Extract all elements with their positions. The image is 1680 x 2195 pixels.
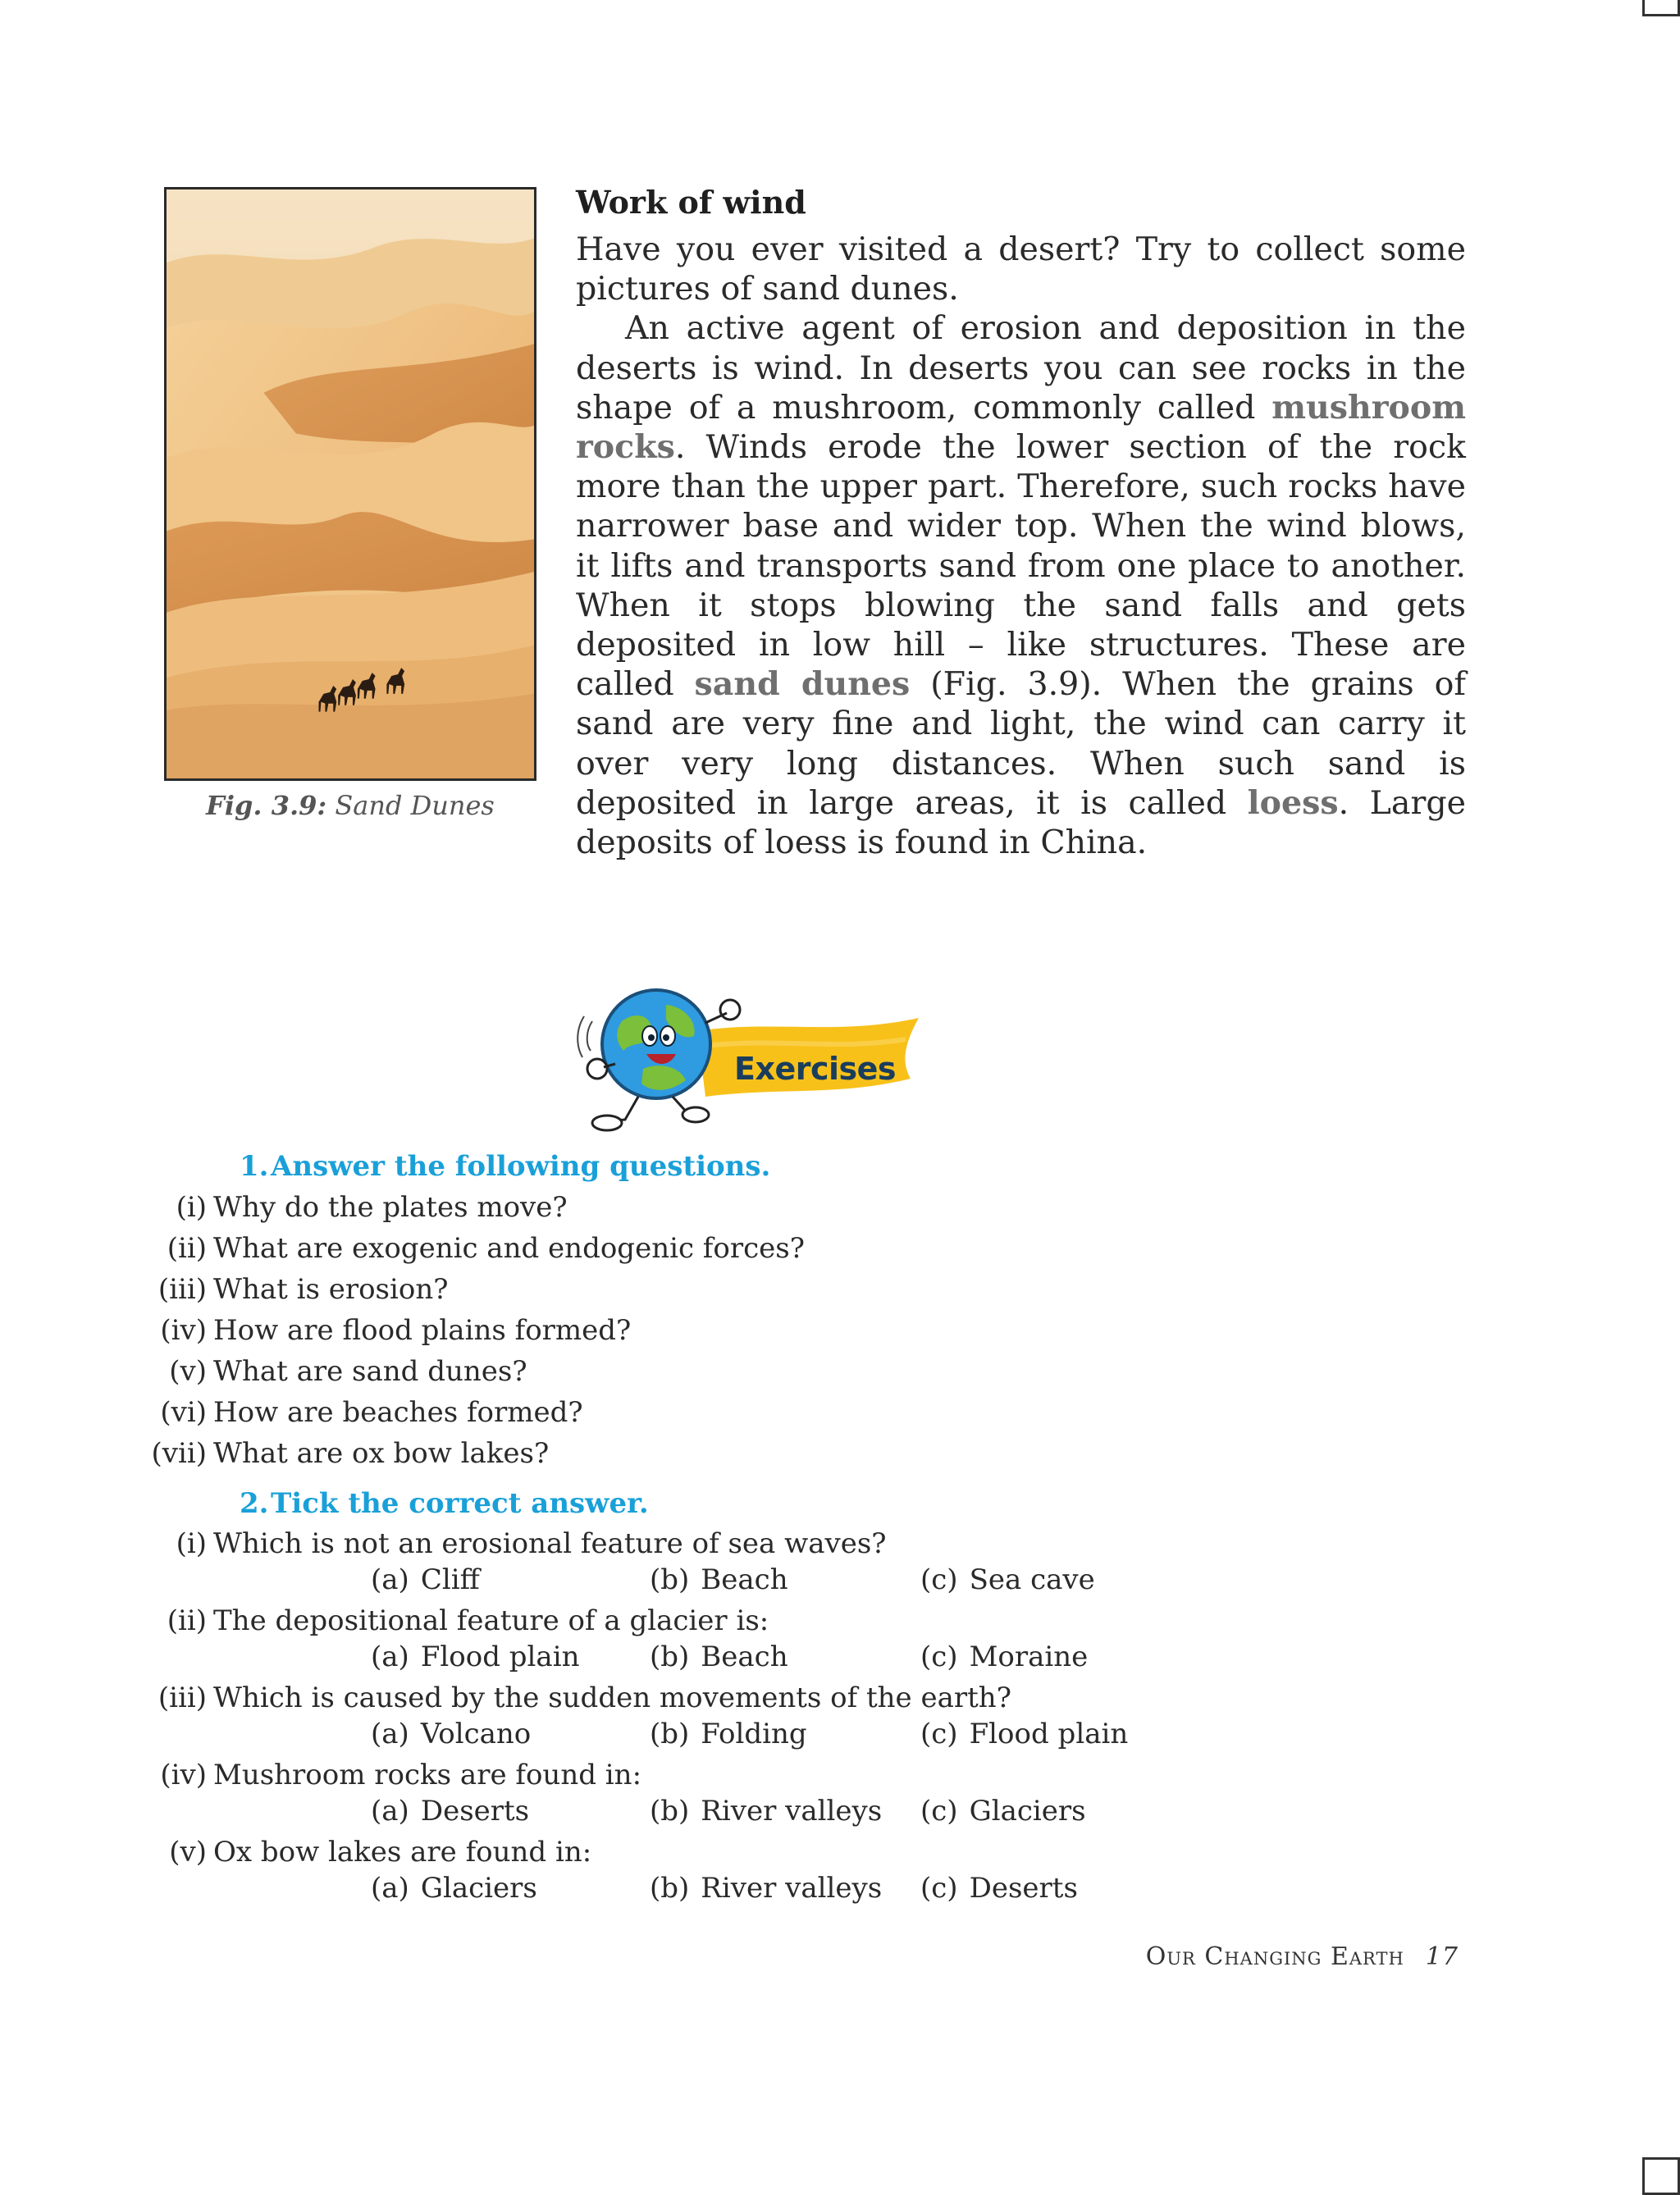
list-item: (vii) What are ox bow lakes? <box>151 1437 550 1470</box>
chapter-title: Our Changing Earth <box>1145 1942 1404 1971</box>
page-number: 17 <box>1425 1942 1459 1971</box>
option-c[interactable]: (c) Sea cave <box>920 1563 1095 1596</box>
mcq-question: (iv) Mushroom rocks are found in: <box>160 1759 642 1791</box>
option-c[interactable]: (c) Glaciers <box>920 1795 1086 1828</box>
mcq-question: (i) Which is not an erosional feature of sea waves? <box>176 1527 887 1560</box>
option-a[interactable]: (a) Volcano <box>371 1718 532 1750</box>
option-b[interactable]: (b) Folding <box>650 1718 807 1750</box>
question-1-heading: 1. Answer the following questions. <box>240 1150 771 1183</box>
option-c[interactable]: (c) Moraine <box>920 1641 1089 1673</box>
question-1-number: 1. <box>240 1150 269 1183</box>
option-a[interactable]: (a) Deserts <box>371 1795 530 1828</box>
option-a[interactable]: (a) Flood plain <box>371 1641 580 1673</box>
list-item: (vi) How are beaches formed? <box>160 1396 583 1429</box>
list-item: (iv) How are flood plains formed? <box>160 1314 632 1347</box>
question-2-heading: 2. Tick the correct answer. <box>240 1487 649 1520</box>
section-title: Work of wind <box>576 184 806 221</box>
term-mushroom-rocks: mushroom rocks <box>576 388 1466 467</box>
list-item: (v) What are sand dunes? <box>169 1355 527 1388</box>
figure-caption-text: Sand Dunes <box>335 790 495 821</box>
option-a[interactable]: (a) Cliff <box>371 1563 480 1596</box>
mcq-question: (iii) Which is caused by the sudden movements of the earth? <box>158 1682 1011 1714</box>
option-b[interactable]: (b) River valleys <box>650 1872 883 1905</box>
list-item: (i) Why do the plates move? <box>176 1191 568 1224</box>
crop-mark-top <box>1642 0 1680 16</box>
list-item: (iii) What is erosion? <box>158 1273 449 1306</box>
sand-dunes-photo <box>164 187 536 781</box>
mcq-question: (v) Ox bow lakes are found in: <box>169 1836 592 1869</box>
paragraph-1: Have you ever visited a desert? Try to collect some pictures of sand dunes. <box>576 230 1466 308</box>
paragraph-2: An active agent of erosion and deposition in the deserts is wind. In deserts you can see rocks in the shape of a mushroom, commonly called mushroom rocks. Winds erode the lower section of the rock more than the upper part. Therefore, such rocks have narrower base and wider top. When the wind blows, it lifts and transports sand from one place to another. When it stops blowing the sand falls and gets deposited in low hill – like structures. These are called sand dunes (Fig. 3.9). When the grains of sand are very fine and light, the wind can carry it over very long distances. When such sand is deposited in large areas, it is called loess. Large deposits of loess is found in China. <box>576 309 1466 862</box>
page-footer <box>1146 1942 1459 1971</box>
exercises-label: Exercises <box>734 1051 897 1087</box>
figure-caption <box>164 790 536 821</box>
list-item: (ii) What are exogenic and endogenic forces? <box>167 1232 805 1265</box>
exercises-badge <box>574 972 927 1136</box>
section-body <box>576 230 1466 862</box>
option-b[interactable]: (b) River valleys <box>650 1795 883 1828</box>
mcq-question: (ii) The depositional feature of a glacier is: <box>167 1604 769 1637</box>
term-sand-dunes: sand dunes <box>694 665 911 704</box>
crop-mark-bottom <box>1642 2157 1680 2195</box>
option-b[interactable]: (b) Beach <box>650 1641 788 1673</box>
question-2-number: 2. <box>240 1487 269 1520</box>
figure-label: Fig. 3.9: <box>206 790 327 821</box>
option-c[interactable]: (c) Flood plain <box>920 1718 1129 1750</box>
option-a[interactable]: (a) Glaciers <box>371 1872 537 1905</box>
option-c[interactable]: (c) Deserts <box>920 1872 1078 1905</box>
option-b[interactable]: (b) Beach <box>650 1563 788 1596</box>
term-loess: loess <box>1247 783 1339 822</box>
